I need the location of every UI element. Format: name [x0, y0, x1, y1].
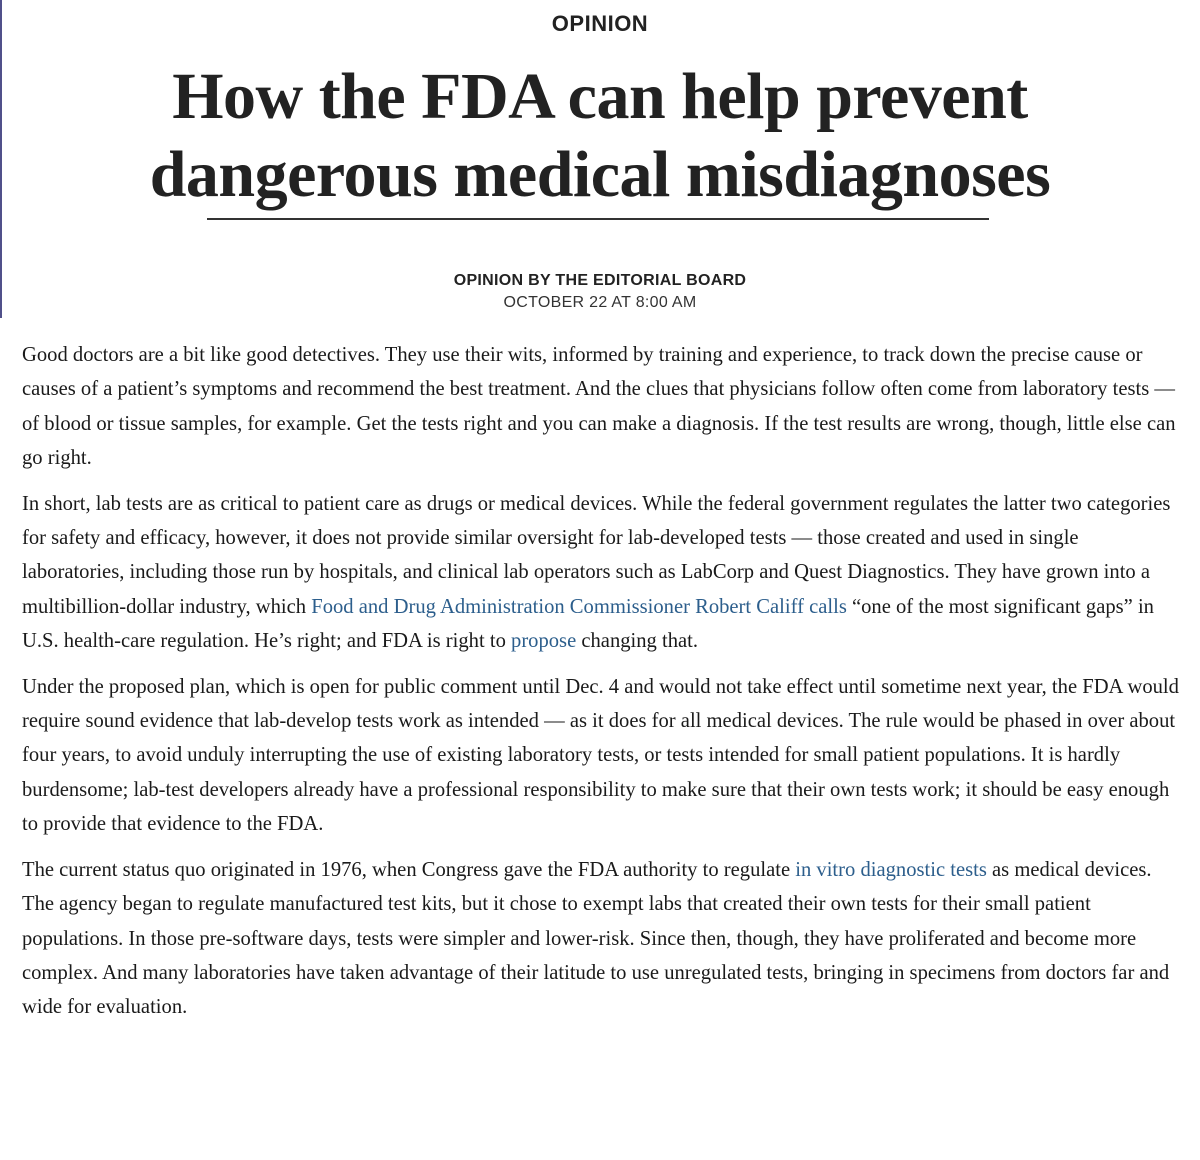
byline[interactable]: OPINION BY THE EDITORIAL BOARD — [453, 272, 747, 289]
paragraph-1: Good doctors are a bit like good detectives. They use their wits, informed by training and experience, to track down the precise cause or causes of a patient’s symptoms and recommend the best treatment. And the clues that physicians follow often come from laboratory tests — of blood or tissue samples, for example. Get the tests right and you can make a diagnosis. If the test results are wrong, though, little else can go right. — [22, 344, 1176, 470]
propose-link[interactable]: propose — [511, 630, 577, 653]
left-margin-rule — [0, 0, 2, 318]
paragraph-2 — [22, 487, 1182, 659]
headline-line-2: dangerous medical misdiagnoses — [149, 138, 1051, 211]
headline-line-1: How the FDA can help prevent — [172, 60, 1028, 133]
article-headline — [0, 58, 1200, 214]
paragraph-4-text-a: The current status quo originated in 1976, when Congress gave the FDA authority to regulate — [22, 858, 796, 881]
paragraph-2-text-a: In short, lab tests are as critical to patient care as drugs or medical devices. While the federal government regulates the latter two categories for safety and efficacy, however, it does not provide similar oversight for lab-developed tests — those created and used in single laboratories, including those run by hospitals, and clinical lab operators such as LabCorp and Quest Diagnostics. They have grown into a multibillion-dollar industry, which — [22, 492, 1171, 618]
dateline: OCTOBER 22 AT 8:00 AM — [503, 294, 697, 311]
article-body — [22, 338, 1182, 1036]
headline-underline — [207, 218, 989, 220]
paragraph-2-text-c: changing that. — [576, 630, 699, 653]
paragraph-4-text-b: as medical devices. The agency began to regulate manufactured test kits, but it chose to exempt labs that created their own tests for their small patient populations. In those pre-software days, tests were simpler and lower-risk. Since then, though, they have proliferated and become more complex. And many laboratories have taken advantage of their latitude to use unregulated tests, bringing in specimens from doctors far and wide for evaluation. — [22, 858, 1170, 1019]
califf-link[interactable]: Food and Drug Administration Commissioner Robert Califf calls — [311, 595, 847, 618]
section-kicker[interactable]: OPINION — [551, 11, 649, 36]
paragraph-3: Under the proposed plan, which is open for public comment until Dec. 4 and would not take effect until sometime next year, the FDA would require sound evidence that lab-develop tests work as intended — as it does for all medical devices. The rule would be phased in over about four years, to avoid unduly interrupting the use of existing laboratory tests, or tests intended for small patient populations. It is hardly burdensome; lab-test developers already have a professional responsibility to make sure that their own tests work; it should be easy enough to provide that evidence to the FDA. — [22, 675, 1179, 836]
article-header — [0, 0, 1200, 314]
paragraph-4 — [22, 853, 1182, 1025]
paragraph-2-text-b: “one of the most significant gaps” in U.S. health-care regulation. He’s right; and FDA is right to — [22, 595, 1154, 653]
in-vitro-link[interactable]: in vitro diagnostic tests — [795, 858, 987, 881]
